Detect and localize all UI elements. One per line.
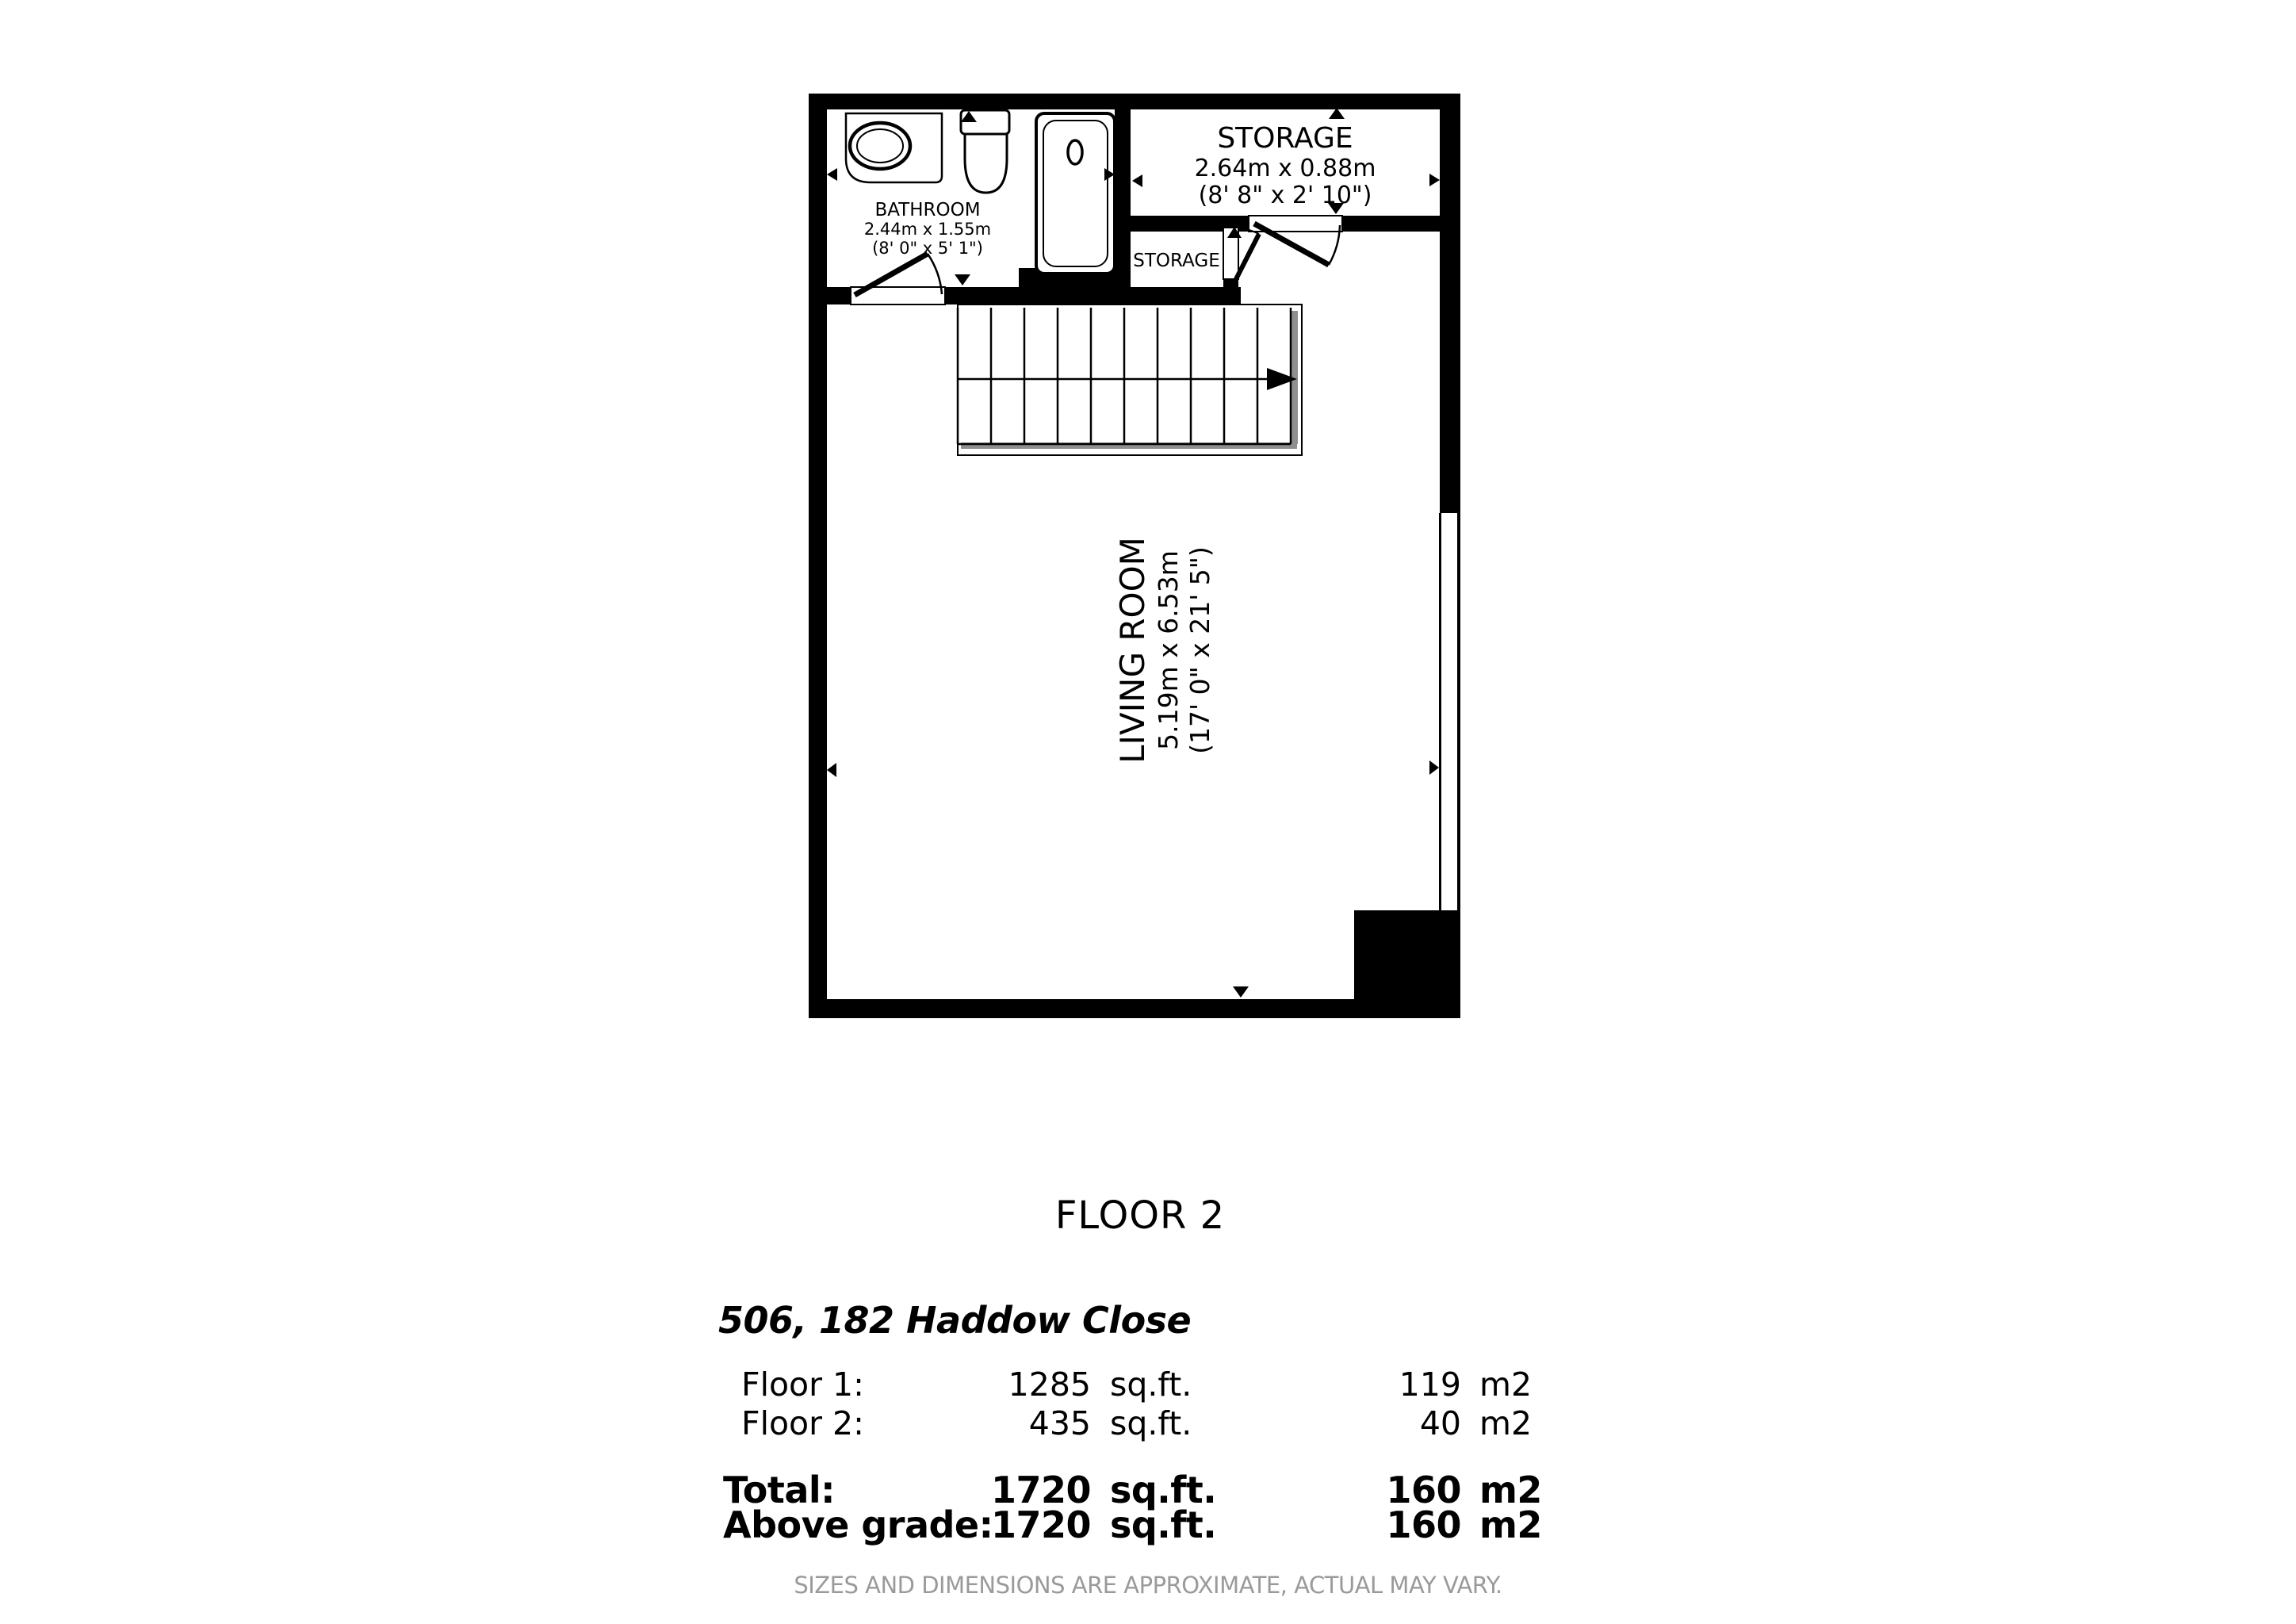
bathtub-outer-icon xyxy=(1036,113,1115,274)
area-row-m2-unit: m2 xyxy=(1479,1404,1533,1442)
wall-bathroom-bottom-right xyxy=(945,287,1241,304)
area-row-m2-value: 160 xyxy=(1386,1469,1461,1511)
window-inner-line xyxy=(1439,513,1441,910)
area-row-m2-unit: m2 xyxy=(1479,1469,1542,1511)
small-storage-door-leaf xyxy=(1236,234,1259,279)
area-row-sqft-value: 1285 xyxy=(1008,1365,1091,1404)
living-room-dim-metric: 5.19m x 6.53m xyxy=(1153,550,1184,750)
area-row-label: Floor 2: xyxy=(741,1404,864,1442)
storage-arrow-up-icon xyxy=(1329,108,1345,119)
area-row-sqft-value: 1720 xyxy=(990,1503,1091,1546)
area-row-label: Floor 1: xyxy=(741,1365,864,1404)
toilet-bowl-icon xyxy=(965,134,1007,193)
wall-left xyxy=(809,94,827,1018)
stairs xyxy=(958,304,1302,455)
area-row-sqft-value: 435 xyxy=(1028,1404,1091,1442)
address-title: 506, 182 Haddow Close xyxy=(718,1299,1192,1342)
area-row-sqft-unit: sq.ft. xyxy=(1110,1503,1217,1546)
living-arrow-left-icon xyxy=(827,763,836,777)
area-row-m2-value: 160 xyxy=(1386,1503,1461,1546)
area-row-m2-unit: m2 xyxy=(1479,1365,1533,1404)
area-row-sqft-value: 1720 xyxy=(990,1469,1091,1511)
wall-stub-small-storage xyxy=(1223,279,1238,304)
storage-label xyxy=(1195,122,1376,209)
small-storage-label xyxy=(1133,251,1220,271)
wall-storage-bottom-right xyxy=(1342,216,1460,232)
living-room-name: LIVING ROOM xyxy=(1113,537,1152,764)
disclaimer-text: SIZES AND DIMENSIONS ARE APPROXIMATE, ACTUAL MAY VARY. xyxy=(794,1572,1502,1599)
wall-right-upper xyxy=(1440,94,1460,513)
bathroom-arrow-left-icon xyxy=(827,168,837,181)
small-storage-name: STORAGE xyxy=(1133,251,1220,271)
living-room-label xyxy=(1113,537,1215,764)
bathroom-label xyxy=(864,200,991,258)
area-row-m2-value: 119 xyxy=(1399,1365,1461,1404)
storage-arrow-right-icon xyxy=(1429,174,1440,186)
floor-title: FLOOR 2 xyxy=(1054,1193,1226,1238)
living-arrow-down-icon xyxy=(1233,986,1249,998)
area-row-m2-value: 40 xyxy=(1419,1404,1461,1442)
bathtub-drain-icon xyxy=(1068,140,1082,164)
wall-divider-bathroom-storage xyxy=(1115,94,1131,304)
storage-dim-metric: 2.64m x 0.88m xyxy=(1194,155,1376,182)
storage-arrow-left-icon xyxy=(1132,174,1142,187)
area-row-sqft-unit: sq.ft. xyxy=(1110,1365,1192,1404)
wall-bathroom-bottom-left xyxy=(809,287,851,304)
area-row-label: Total: xyxy=(723,1469,836,1511)
area-row-above-grade xyxy=(0,1503,2296,1545)
bathroom-dim-metric: 2.44m x 1.55m xyxy=(863,220,992,239)
area-row-m2-unit: m2 xyxy=(1479,1503,1542,1546)
living-room-dim-imperial: (17' 0" x 21' 5") xyxy=(1184,546,1215,754)
storage-name: STORAGE xyxy=(1217,122,1353,155)
storage-dim-imperial: (8' 8" x 2' 10") xyxy=(1198,182,1372,209)
corner-column xyxy=(1354,910,1460,1018)
area-row-sqft-unit: sq.ft. xyxy=(1110,1404,1192,1442)
window-right-wall xyxy=(1439,513,1460,910)
wall-bottom xyxy=(809,999,1354,1018)
wall-top xyxy=(809,94,1460,109)
window-outer-line xyxy=(1457,513,1460,910)
area-row-label: Above grade: xyxy=(723,1503,993,1546)
area-row-floor1 xyxy=(0,1365,2296,1407)
area-row-sqft-unit: sq.ft. xyxy=(1110,1469,1217,1511)
bathroom-name: BATHROOM xyxy=(874,200,981,220)
bathroom-arrow-down-icon xyxy=(955,274,970,285)
bathroom-dim-imperial: (8' 0" x 5' 1") xyxy=(872,239,983,258)
area-row-floor2 xyxy=(0,1404,2296,1446)
living-arrow-right-icon xyxy=(1429,760,1439,775)
